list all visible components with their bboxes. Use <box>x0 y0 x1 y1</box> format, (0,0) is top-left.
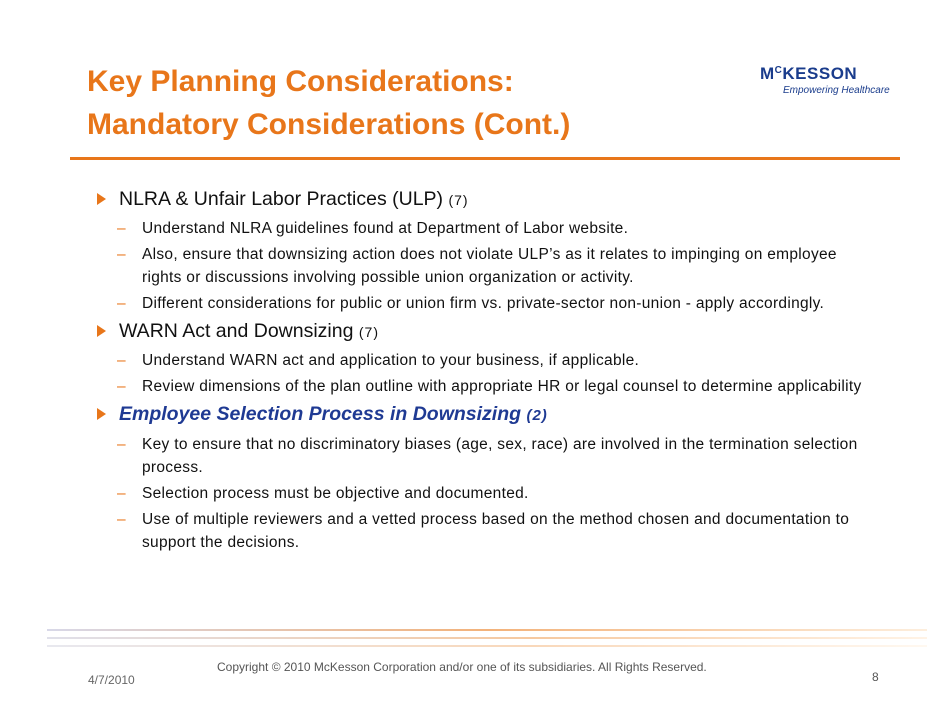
bullet-item <box>97 318 877 345</box>
logo-brand-prefix: M <box>760 64 775 83</box>
logo-brand-super: C <box>774 65 783 76</box>
bullet-group <box>97 318 877 398</box>
bullet-count: (7) <box>448 192 469 208</box>
triangle-bullet-icon <box>97 325 106 337</box>
dash-icon: – <box>117 246 126 263</box>
bullet-count: (2) <box>526 407 548 424</box>
sub-bullet-item <box>97 243 877 289</box>
dash-icon: – <box>117 436 126 453</box>
sub-bullet-item <box>97 482 877 505</box>
bullet-list <box>97 186 877 557</box>
page-number: 8 <box>872 670 879 684</box>
bullet-count: (7) <box>358 324 379 340</box>
sub-bullet-text: Understand NLRA guidelines found at Department of Labor website. <box>142 220 629 237</box>
sub-bullet-text: Selection process must be objective and documented. <box>142 485 529 502</box>
dash-icon: – <box>117 295 126 312</box>
sub-bullet-text: Key to ensure that no discriminatory biases (age, sex, race) are involved in the termination selection process. <box>142 436 858 476</box>
bullet-group <box>97 401 877 554</box>
title-line-2: Mandatory Considerations (Cont.) <box>87 108 571 141</box>
dash-icon: – <box>117 220 126 237</box>
bullet-text: Employee Selection Process in Downsizing <box>119 403 522 425</box>
bullet-item <box>97 186 877 213</box>
sub-bullet-item <box>97 508 877 554</box>
bullet-text: WARN Act and Downsizing <box>119 320 354 342</box>
dash-icon: – <box>117 352 126 369</box>
sub-bullet-text: Also, ensure that downsizing action does not violate ULP’s as it relates to impinging on employee rights or discussions involving possible union organization or activity. <box>142 246 837 286</box>
triangle-bullet-icon <box>97 193 106 205</box>
footer-date: 4/7/2010 <box>88 673 135 687</box>
dash-icon: – <box>117 511 126 528</box>
sub-bullet-text: Different considerations for public or union firm vs. private-sector non-union - apply accordingly. <box>142 295 825 312</box>
sub-bullet-item <box>97 349 877 372</box>
dash-icon: – <box>117 485 126 502</box>
sub-bullet-text: Use of multiple reviewers and a vetted process based on the method chosen and documentation to support the decisions. <box>142 511 850 551</box>
bullet-text: NLRA & Unfair Labor Practices (ULP) <box>119 188 444 210</box>
footer-rule <box>47 637 927 639</box>
triangle-bullet-icon <box>97 408 106 420</box>
footer-rule <box>47 629 927 631</box>
title-divider <box>70 157 900 160</box>
bullet-group <box>97 186 877 315</box>
bullet-item <box>97 401 877 429</box>
logo-brand <box>760 64 880 84</box>
sub-bullet-item <box>97 217 877 240</box>
mckesson-logo <box>760 64 890 104</box>
dash-icon: – <box>117 378 126 395</box>
title-line-1: Key Planning Considerations: <box>87 65 514 98</box>
sub-bullet-item <box>97 292 877 315</box>
logo-brand-rest: KESSON <box>782 64 858 83</box>
slide-title <box>87 60 570 146</box>
sub-bullet-text: Review dimensions of the plan outline with appropriate HR or legal counsel to determine applicability <box>142 378 862 395</box>
footer-rule <box>47 645 927 647</box>
footer-copyright: Copyright © 2010 McKesson Corporation and/or one of its subsidiaries. All Rights Reserved. <box>217 660 707 674</box>
logo-tagline: Empowering Healthcare <box>783 85 890 96</box>
sub-bullet-item <box>97 433 877 479</box>
sub-bullet-text: Understand WARN act and application to your business, if applicable. <box>142 352 640 369</box>
sub-bullet-item <box>97 375 877 398</box>
